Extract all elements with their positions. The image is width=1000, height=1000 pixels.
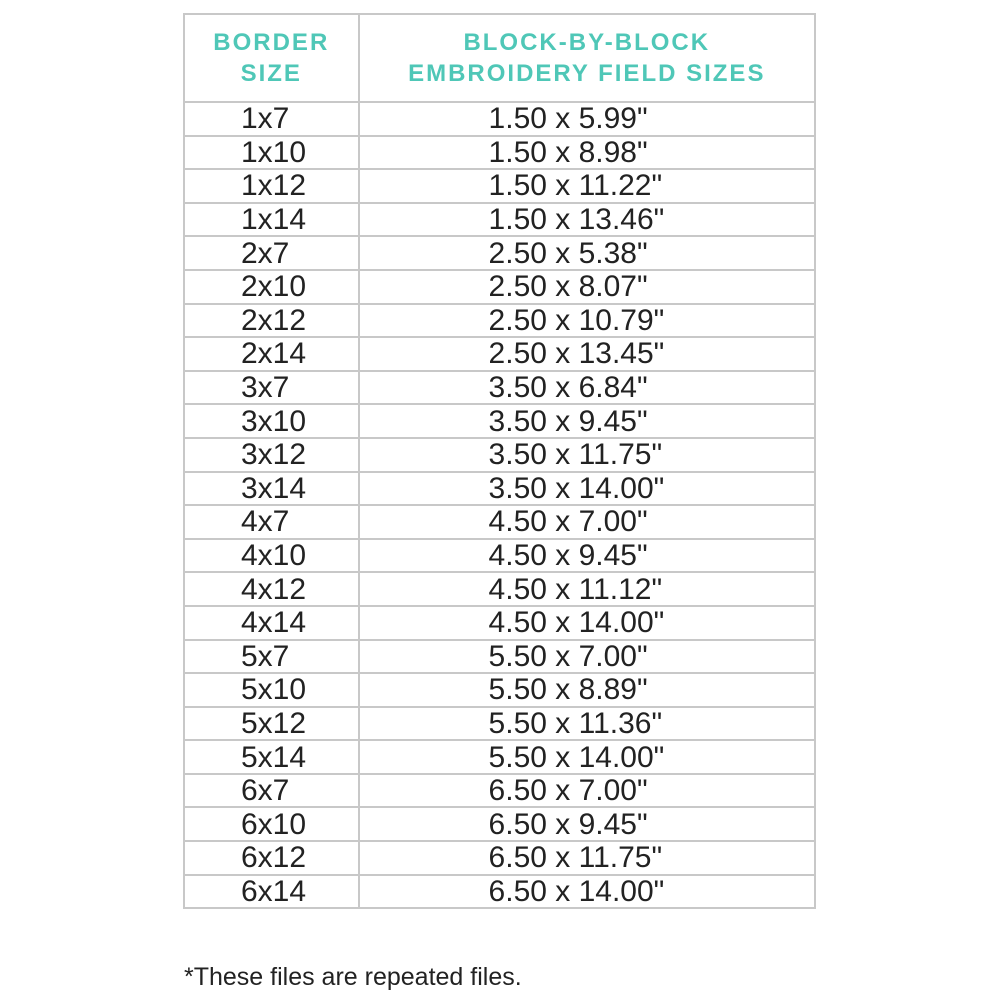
table-body xyxy=(184,102,815,908)
field-size-cell: 4.50 x 7.00" xyxy=(359,505,815,539)
field-size-cell: 1.50 x 8.98" xyxy=(359,136,815,170)
border-size-cell: 6x10 xyxy=(184,807,359,841)
table-row xyxy=(184,371,815,405)
field-size-cell: 3.50 x 6.84" xyxy=(359,371,815,405)
field-size-cell: 1.50 x 5.99" xyxy=(359,102,815,136)
field-size-cell: 3.50 x 11.75" xyxy=(359,438,815,472)
border-size-cell: 4x14 xyxy=(184,606,359,640)
field-size-cell: 5.50 x 14.00" xyxy=(359,740,815,774)
field-size-cell: 6.50 x 14.00" xyxy=(359,875,815,909)
table-row xyxy=(184,270,815,304)
table-row xyxy=(184,807,815,841)
border-size-cell: 5x7 xyxy=(184,640,359,674)
field-size-cell: 3.50 x 9.45" xyxy=(359,404,815,438)
field-size-cell: 2.50 x 10.79" xyxy=(359,304,815,338)
table-row xyxy=(184,774,815,808)
field-size-cell: 3.50 x 14.00" xyxy=(359,472,815,506)
field-size-cell: 4.50 x 11.12" xyxy=(359,572,815,606)
border-size-cell: 5x12 xyxy=(184,707,359,741)
border-size-cell: 6x12 xyxy=(184,841,359,875)
border-size-cell: 4x7 xyxy=(184,505,359,539)
border-size-cell: 6x7 xyxy=(184,774,359,808)
border-size-cell: 1x12 xyxy=(184,169,359,203)
field-size-cell: 5.50 x 7.00" xyxy=(359,640,815,674)
header-field-sizes xyxy=(359,14,815,102)
table-row xyxy=(184,740,815,774)
border-size-cell: 2x10 xyxy=(184,270,359,304)
table-row xyxy=(184,337,815,371)
header-border-size-line: BORDER xyxy=(213,29,330,56)
table-row xyxy=(184,640,815,674)
header-border-size-line: SIZE xyxy=(240,60,302,87)
field-size-cell: 6.50 x 11.75" xyxy=(359,841,815,875)
border-size-cell: 3x10 xyxy=(184,404,359,438)
table-row xyxy=(184,875,815,909)
border-size-cell: 3x12 xyxy=(184,438,359,472)
border-size-cell: 2x7 xyxy=(184,236,359,270)
field-size-cell: 2.50 x 13.45" xyxy=(359,337,815,371)
border-size-cell: 5x14 xyxy=(184,740,359,774)
border-size-cell: 1x10 xyxy=(184,136,359,170)
table-row xyxy=(184,472,815,506)
table-row xyxy=(184,438,815,472)
table-row xyxy=(184,505,815,539)
border-size-cell: 4x10 xyxy=(184,539,359,573)
field-size-cell: 5.50 x 11.36" xyxy=(359,707,815,741)
table-row xyxy=(184,203,815,237)
field-size-cell: 4.50 x 14.00" xyxy=(359,606,815,640)
field-size-cell: 1.50 x 13.46" xyxy=(359,203,815,237)
field-size-cell: 2.50 x 8.07" xyxy=(359,270,815,304)
table-row xyxy=(184,136,815,170)
header-field-sizes-line: BLOCK-BY-BLOCK xyxy=(463,29,711,56)
border-size-cell: 3x7 xyxy=(184,371,359,405)
field-size-cell: 6.50 x 7.00" xyxy=(359,774,815,808)
field-size-cell: 4.50 x 9.45" xyxy=(359,539,815,573)
table-row xyxy=(184,841,815,875)
table-row xyxy=(184,572,815,606)
field-size-cell: 2.50 x 5.38" xyxy=(359,236,815,270)
footnote: *These files are repeated files. xyxy=(184,963,522,991)
field-size-cell: 5.50 x 8.89" xyxy=(359,673,815,707)
field-size-cell: 6.50 x 9.45" xyxy=(359,807,815,841)
border-size-cell: 5x10 xyxy=(184,673,359,707)
border-size-cell: 2x12 xyxy=(184,304,359,338)
embroidery-size-table xyxy=(183,13,816,909)
table-row xyxy=(184,606,815,640)
table-row xyxy=(184,102,815,136)
header-border-size xyxy=(184,14,359,102)
field-size-cell: 1.50 x 11.22" xyxy=(359,169,815,203)
table-row xyxy=(184,539,815,573)
table-row xyxy=(184,304,815,338)
border-size-cell: 3x14 xyxy=(184,472,359,506)
table-row xyxy=(184,236,815,270)
table-row xyxy=(184,673,815,707)
border-size-cell: 6x14 xyxy=(184,875,359,909)
table-header-row xyxy=(184,14,815,102)
border-size-cell: 1x14 xyxy=(184,203,359,237)
table-row xyxy=(184,404,815,438)
border-size-cell: 1x7 xyxy=(184,102,359,136)
header-field-sizes-line: EMBROIDERY FIELD SIZES xyxy=(408,60,766,87)
table-row xyxy=(184,169,815,203)
border-size-cell: 2x14 xyxy=(184,337,359,371)
border-size-cell: 4x12 xyxy=(184,572,359,606)
table-row xyxy=(184,707,815,741)
